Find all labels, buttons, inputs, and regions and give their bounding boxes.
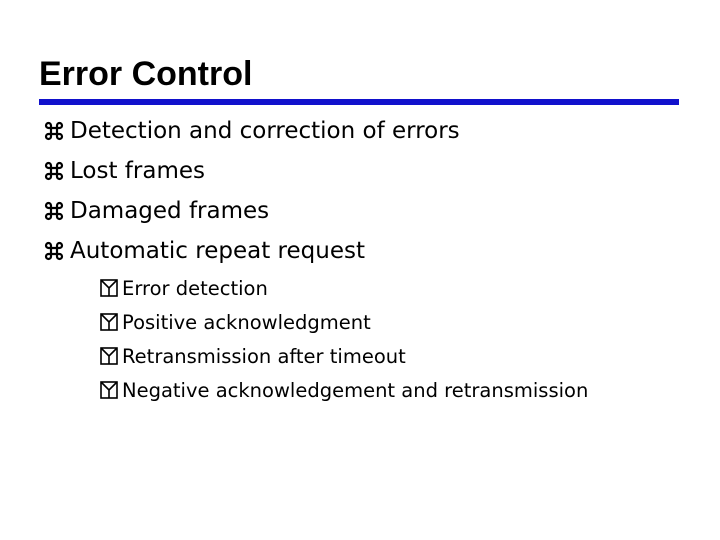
slide-title: Error Control [39,55,253,93]
title-underline [39,99,679,105]
sub-bullet-text: Positive acknowledgment [122,310,371,334]
sub-bullet-text: Retransmission after timeout [122,344,406,368]
sub-bullet-item [100,305,588,339]
bullet-list [44,111,588,407]
bullet-item [44,231,588,271]
boxed-y-icon [100,347,118,365]
boxed-y-icon [100,279,118,297]
sub-bullet-text: Negative acknowledgement and retransmission [122,378,589,402]
sub-bullet-list [44,271,588,407]
sub-bullet-text: Error detection [122,276,268,300]
command-key-icon [44,121,64,141]
bullet-item [44,111,588,151]
bullet-text: Lost frames [70,158,205,184]
bullet-item [44,191,588,231]
boxed-y-icon [100,381,118,399]
bullet-item [44,151,588,191]
command-key-icon [44,161,64,181]
bullet-text: Automatic repeat request [70,238,365,264]
bullet-text: Damaged frames [70,198,270,224]
bullet-text: Detection and correction of errors [70,118,460,144]
command-key-icon [44,201,64,221]
sub-bullet-item [100,373,588,407]
sub-bullet-item [100,339,588,373]
sub-bullet-item [100,271,588,305]
sub-bullet-group [44,271,588,407]
boxed-y-icon [100,313,118,331]
command-key-icon [44,241,64,261]
